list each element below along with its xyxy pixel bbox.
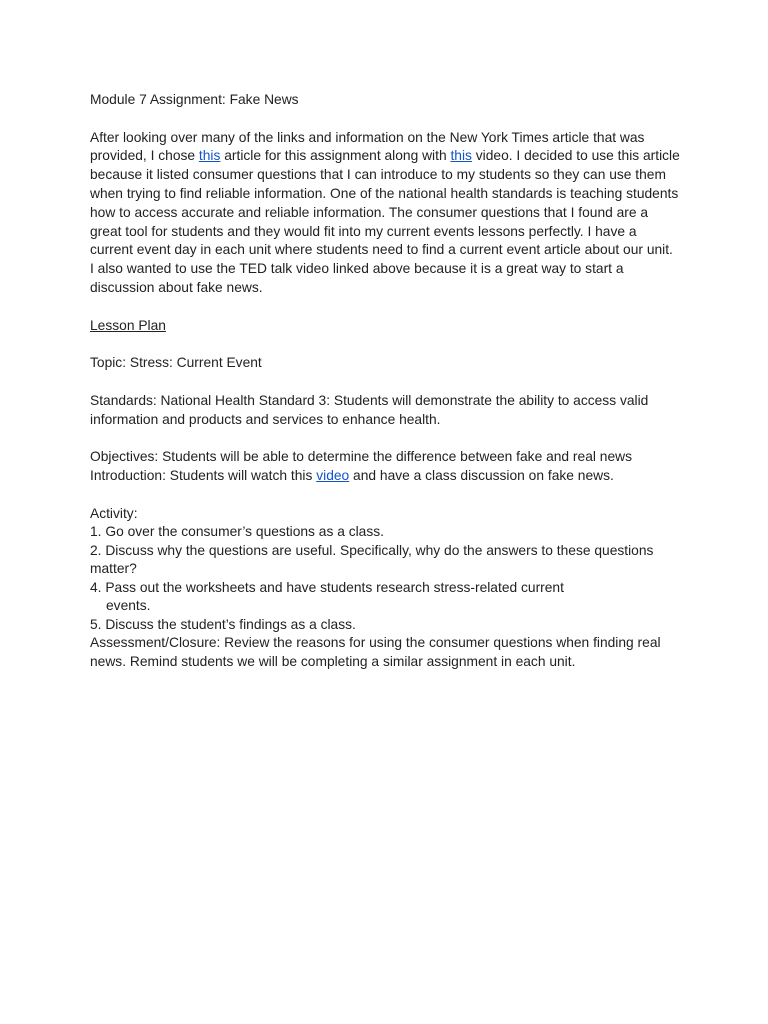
introduction-text-1: Introduction: Students will watch this bbox=[90, 467, 317, 483]
introduction-text-2: and have a class discussion on fake news. bbox=[349, 467, 614, 483]
video-link[interactable]: this bbox=[450, 148, 472, 164]
activity-item-2: 2. Discuss why the questions are useful. Specifically, why do the answers to these questions matter? bbox=[90, 542, 654, 577]
activity-item-4: 4. Pass out the worksheets and have students research stress-related current bbox=[90, 579, 564, 595]
intro-text-2: article for this assignment along with bbox=[220, 148, 451, 164]
introduction-line bbox=[90, 467, 728, 486]
standards-paragraph: Standards: National Health Standard 3: Students will demonstrate the ability to access valid information and products and services to enhance health. bbox=[90, 392, 649, 427]
activity-item-5: 5. Discuss the student’s findings as a class. bbox=[90, 616, 356, 632]
activity-heading: Activity: bbox=[90, 505, 138, 521]
document-title: Module 7 Assignment: Fake News bbox=[90, 92, 299, 107]
assessment-paragraph: Assessment/Closure: Review the reasons for using the consumer questions when finding real news. Remind students we will be completing a similar assignment in each unit. bbox=[90, 635, 661, 669]
topic-line: Topic: Stress: Current Event bbox=[90, 355, 262, 371]
introduction-video-link[interactable]: video bbox=[316, 467, 350, 483]
intro-paragraph bbox=[90, 129, 680, 298]
intro-text-1: After looking over many of the links and information on the New York Times article that was provided, I chose bbox=[90, 129, 645, 164]
intro-text-3: video. I decided to use this article because it listed consumer questions that I can introduce to my students so they can use them when trying to find reliable information. One of the national health standards is teaching students how to access accurate and reliable information. The consumer questions that I found are a great tool for students and they would fit into my current events lessons perfectly. I have a current event day in each unit where students need to find a current event article about our unit. I also wanted to use the TED talk video linked above because it is a great way to start a discussion about fake news. bbox=[90, 148, 680, 295]
activity-section bbox=[90, 505, 728, 635]
activity-item-1: 1. Go over the consumer’s questions as a class. bbox=[90, 524, 384, 540]
activity-item-4-continued: events. bbox=[106, 598, 151, 614]
objectives-line: Objectives: Students will be able to determine the difference between fake and real news bbox=[90, 449, 632, 465]
article-link[interactable]: this bbox=[198, 148, 221, 164]
lesson-plan-heading: Lesson Plan bbox=[90, 317, 166, 333]
